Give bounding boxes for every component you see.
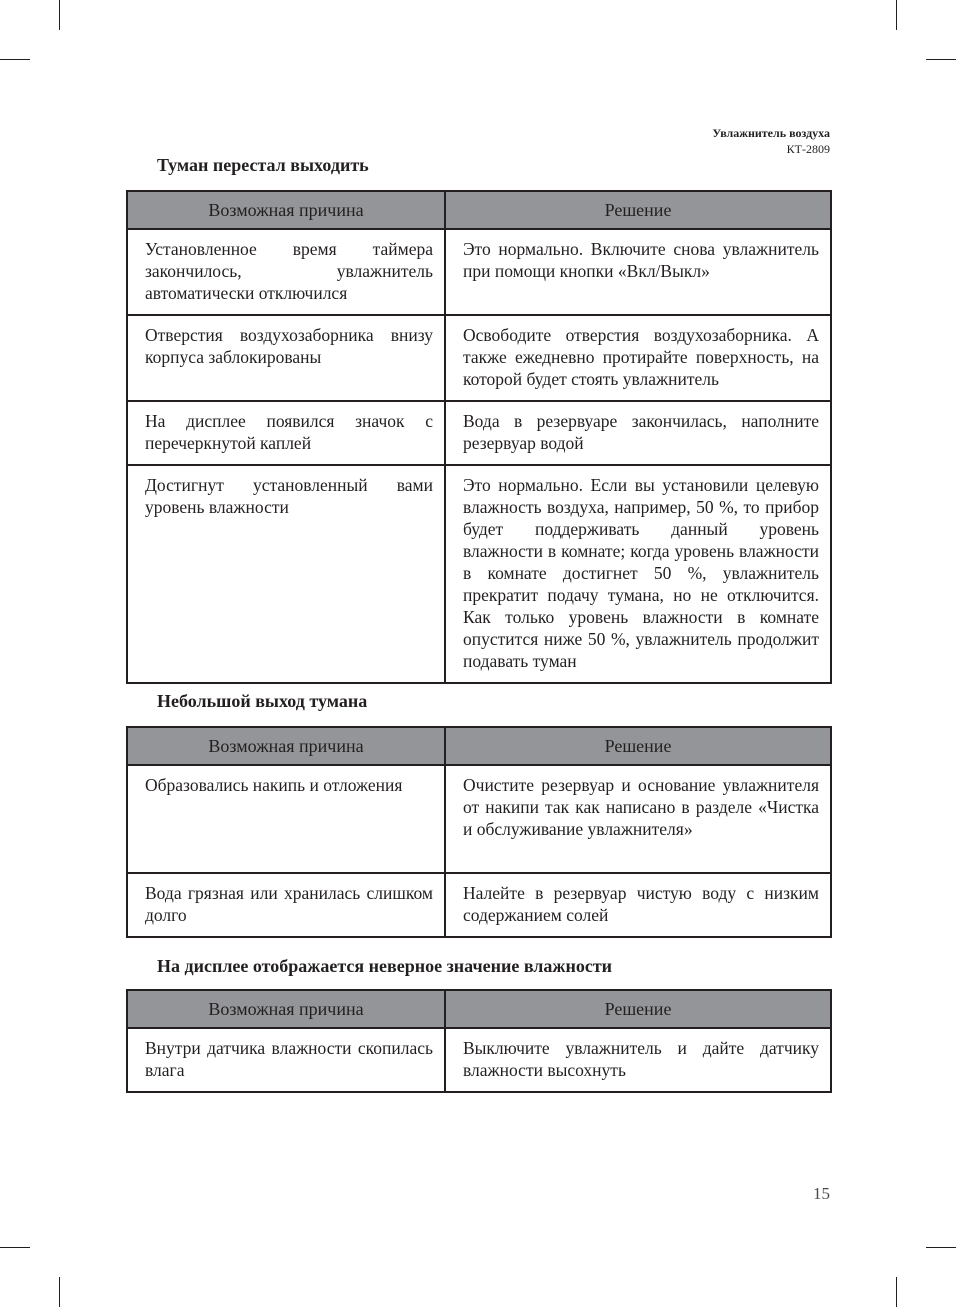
header-product: Увлажнитель воздуха [712, 126, 830, 140]
table-header-row [127, 191, 831, 229]
table-row [127, 765, 831, 873]
solution-cell: Освободите отверстия воздухозаборника. А также ежедневно протирайте поверхность, на которой будет стоять увлажнитель [445, 315, 831, 401]
crop-mark [926, 1247, 956, 1248]
header-solution: Решение [445, 191, 831, 229]
troubleshooting-table [126, 989, 832, 1093]
solution-cell: Это нормально. Включите снова увлажнитель при помощи кнопки «Вкл/Выкл» [445, 229, 831, 315]
section-title: Туман перестал выходить [157, 155, 369, 175]
troubleshooting-table [126, 190, 832, 684]
solution-cell: Это нормально. Если вы установили целевую влажность воздуха, например, 50 %, то прибор будет поддерживать данный уровень влажности в комнате; когда уровень влажности в комнате достигнет 50 %, увлажнитель прекратит подачу тумана, но не отключится. Как только уровень влажности в комнате опустится ниже 50 %, увлажнитель продолжит подавать туман [445, 465, 831, 683]
solution-cell: Вода в резервуаре закончилась, наполните резервуар водой [445, 401, 831, 465]
cause-cell: Вода грязная или хранилась слишком долго [127, 873, 445, 937]
table-row [127, 401, 831, 465]
header-cause: Возможная причина [127, 990, 445, 1028]
crop-mark [0, 59, 30, 60]
header-model: КТ-2809 [786, 142, 830, 156]
table-row [127, 465, 831, 683]
cause-cell: Отверстия воздухозаборника внизу корпуса заблокированы [127, 315, 445, 401]
section-title: На дисплее отображается неверное значение влажности [157, 956, 613, 976]
table-row [127, 873, 831, 937]
cause-cell: Внутри датчика влажности скопилась влага [127, 1028, 445, 1092]
table-header-row [127, 727, 831, 765]
header-cause: Возможная причина [127, 727, 445, 765]
table-row [127, 229, 831, 315]
page-number: 15 [813, 1184, 830, 1203]
solution-cell: Налейте в резервуар чистую воду с низким содержанием солей [445, 873, 831, 937]
table-row [127, 1028, 831, 1092]
running-header [712, 125, 830, 157]
crop-mark [926, 59, 956, 60]
crop-mark [896, 0, 897, 30]
solution-cell: Очистите резервуар и основание увлажнителя от накипи так как написано в разделе «Чистка и обслуживание увлажнителя» [445, 765, 831, 873]
crop-mark [896, 1277, 897, 1307]
crop-mark [0, 1247, 30, 1248]
cause-cell: На дисплее появился значок с перечеркнутой каплей [127, 401, 445, 465]
troubleshooting-table [126, 726, 832, 938]
section-title: Небольшой выход тумана [157, 691, 368, 711]
table-row [127, 315, 831, 401]
crop-mark [59, 1277, 60, 1307]
cause-cell: Образовались накипь и отложения [127, 765, 445, 873]
crop-mark [59, 0, 60, 30]
solution-cell: Выключите увлажнитель и дайте датчику влажности высохнуть [445, 1028, 831, 1092]
cause-cell: Достигнут установленный вами уровень влажности [127, 465, 445, 683]
header-solution: Решение [445, 727, 831, 765]
header-solution: Решение [445, 990, 831, 1028]
cause-cell: Установленное время таймера закончилось, увлажнитель автоматически отключился [127, 229, 445, 315]
table-header-row [127, 990, 831, 1028]
header-cause: Возможная причина [127, 191, 445, 229]
